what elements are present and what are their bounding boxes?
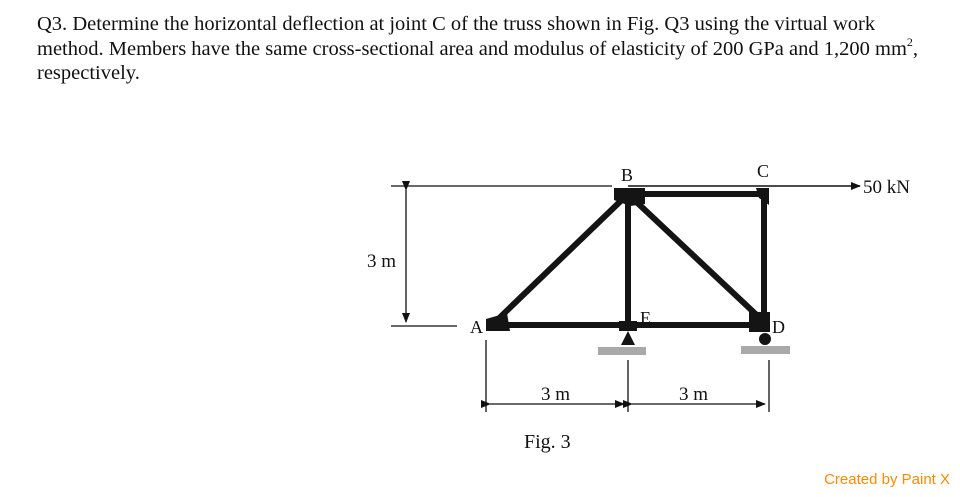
joint-plate-d [749, 312, 770, 332]
question-body: Determine the horizontal deflection at joint C of the truss shown in Fig. Q3 using the virtual work method. Members have the same cross-sectional area and modulus of elasticity of 200 GPa and 1,200 mm [37, 13, 907, 60]
question-ending: , respectively. [37, 37, 919, 84]
load-label: 50 kN [863, 177, 910, 198]
height-dimension [391, 186, 612, 326]
dimension-span-left-label: 3 m [541, 384, 571, 405]
joint-label-d: D [772, 317, 785, 337]
joint-plate-e [619, 321, 637, 331]
joint-plate-a [486, 313, 510, 331]
watermark: Created by Paint X [824, 471, 950, 488]
figure-caption: Fig. 3 [524, 431, 571, 453]
joint-label-b: B [621, 165, 634, 185]
member-ab [492, 194, 628, 325]
truss-members [492, 194, 764, 325]
joint-label-a: A [470, 317, 483, 337]
question-number: Q3. [37, 13, 68, 35]
dimension-height-label: 3 m [367, 251, 397, 272]
dimension-span-right-label: 3 m [679, 384, 709, 405]
unit-superscript: 2 [906, 34, 913, 49]
joint-label-e: E [640, 308, 651, 328]
member-bd [628, 194, 762, 320]
pin-support-e [598, 331, 646, 355]
joint-label-c: C [757, 161, 770, 181]
